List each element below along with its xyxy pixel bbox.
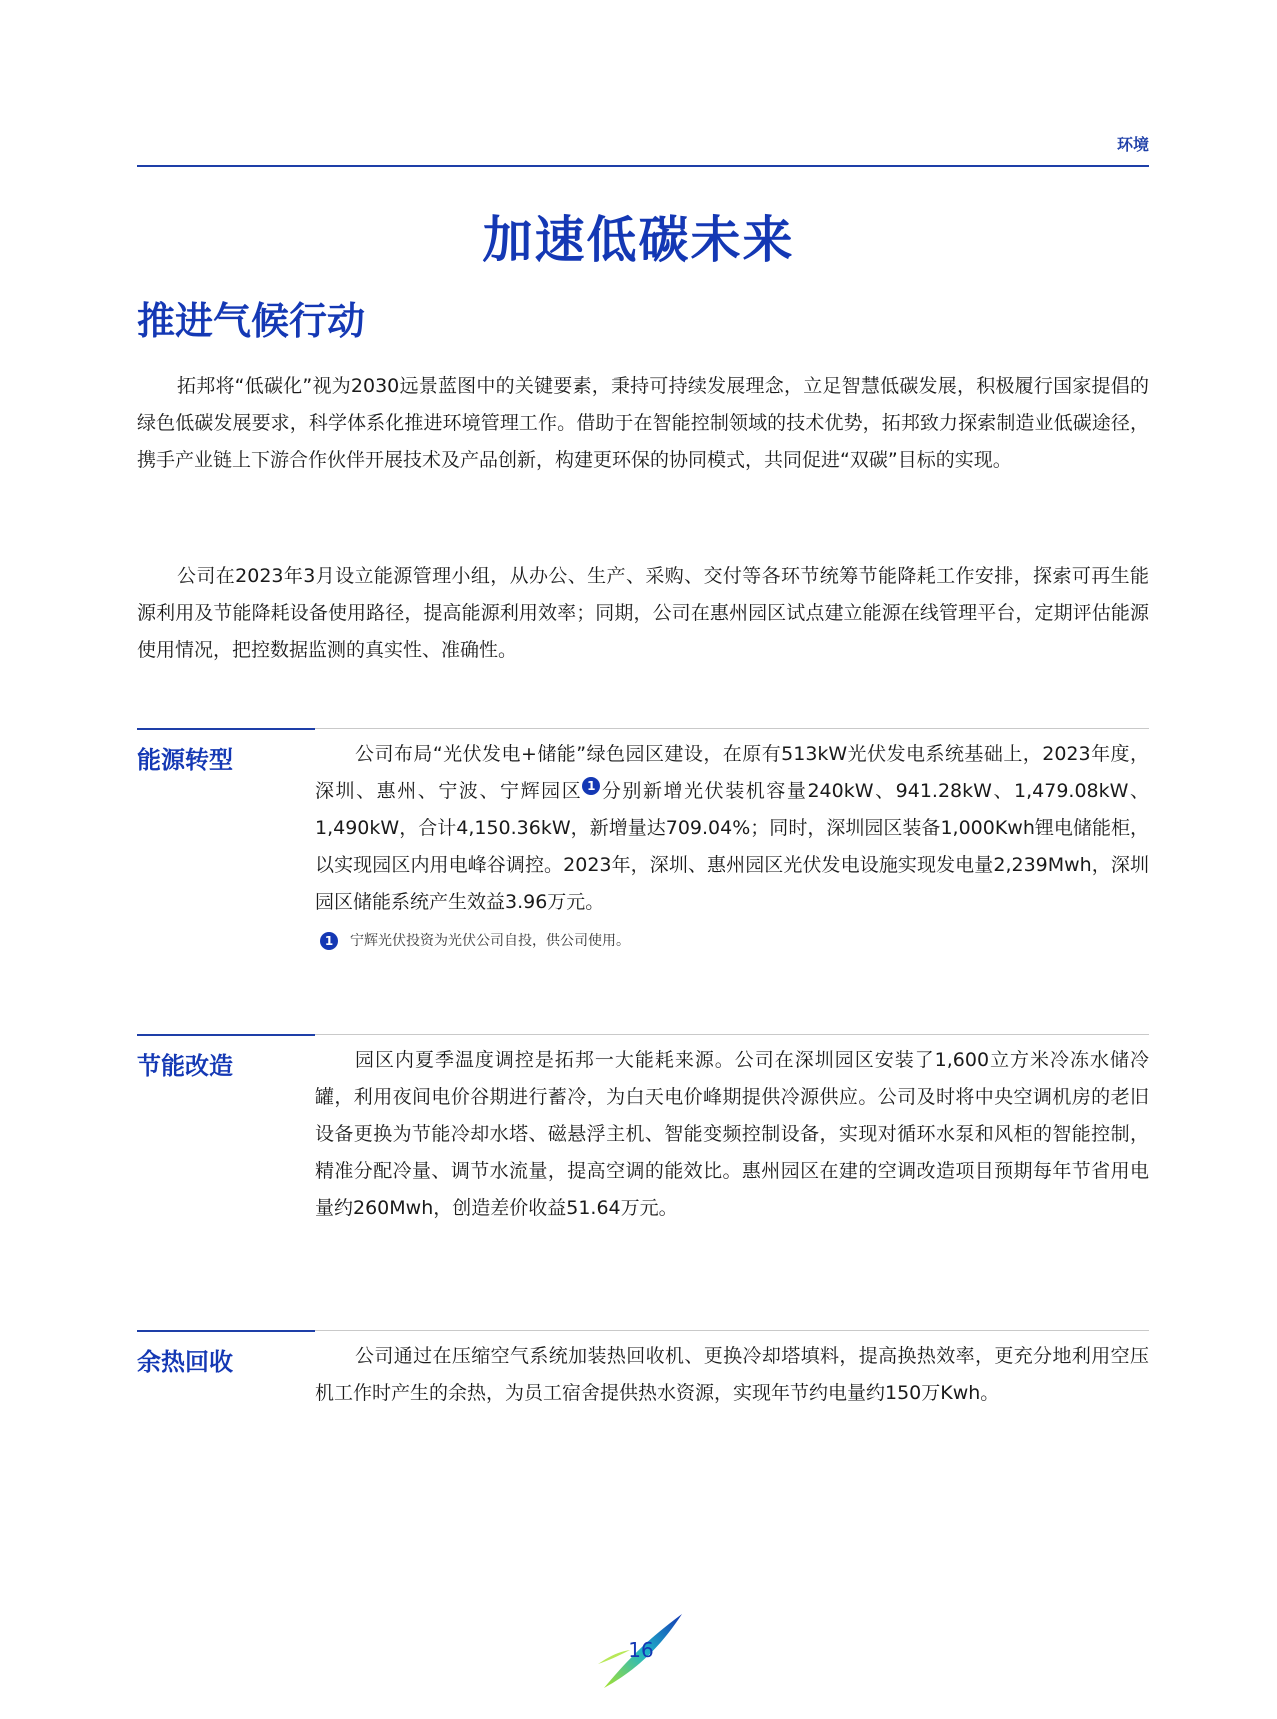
footnote-marker[interactable]: 1 (582, 777, 600, 795)
footnote (320, 930, 630, 950)
label-accent-rule (137, 1330, 315, 1332)
block-body (315, 736, 1149, 921)
section-tag: 环境 (1116, 135, 1149, 154)
label-accent-rule (137, 728, 315, 730)
block-divider (315, 1330, 1149, 1331)
page-number: 16 (628, 1638, 654, 1662)
block-body: 公司通过在压缩空气系统加装热回收机、更换冷却塔填料，提高换热效率，更充分地利用空压机工作时产生的余热，为员工宿舍提供热水资源，实现年节约电量约150万Kwh。 (315, 1345, 1149, 1404)
body-text: 公司布局“光伏发电+储能”绿色园区建设，在原有513kW光伏发电系统基础上，2023年度，深圳、惠州、宁波、宁辉园区 (315, 743, 1149, 802)
intro-paragraph: 公司在2023年3月设立能源管理小组，从办公、生产、采购、交付等各环节统筹节能降耗工作安排，探索可再生能源利用及节能降耗设备使用路径，提高能源利用效率；同期，公司在惠州园区试点建立能源在线管理平台，定期评估能源使用情况，把控数据监测的真实性、准确性。 (137, 565, 1149, 661)
block-divider (315, 728, 1149, 729)
block-divider (315, 1034, 1149, 1035)
footnote-number: 1 (320, 932, 338, 950)
block-body: 园区内夏季温度调控是拓邦一大能耗来源。公司在深圳园区安装了1,600立方米冷冻水储冷罐，利用夜间电价谷期进行蓄冷，为白天电价峰期提供冷源供应。公司及时将中央空调机房的老旧设备更换为节能冷却水塔、磁悬浮主机、智能变频控制设备，实现对循环水泵和风柜的智能控制，精准分配冷量、调节水流量，提高空调的能效比。惠州园区在建的空调改造项目预期每年节省用电量约260Mwh，创造差价收益51.64万元。 (315, 1049, 1149, 1219)
page-number-badge (596, 1612, 686, 1692)
page-title: 加速低碳未来 (482, 211, 795, 269)
block-label: 节能改造 (137, 1052, 233, 1080)
intro-paragraph: 拓邦将“低碳化”视为2030远景蓝图中的关键要素，秉持可持续发展理念，立足智慧低碳发展，积极履行国家提倡的绿色低碳发展要求，科学体系化推进环境管理工作。借助于在智能控制领域的技术优势，拓邦致力探索制造业低碳途径，携手产业链上下游合作伙伴开展技术及产品创新，构建更环保的协同模式，共同促进“双碳”目标的实现。 (137, 375, 1149, 471)
body-text: 分别新增光伏装机容量240kW、941.28kW、1,479.08kW、1,490kW，合计4,150.36kW，新增量达709.04%；同时，深圳园区装备1,000Kwh锂电储能柜，以实现园区内用电峰谷调控。2023年，深圳、惠州园区光伏发电设施实现发电量2,239Mwh，深圳园区储能系统产生效益3.96万元。 (315, 780, 1149, 913)
footnote-text: 宁辉光伏投资为光伏公司自投，供公司使用。 (350, 933, 630, 949)
label-accent-rule (137, 1034, 315, 1036)
section-title: 推进气候行动 (137, 299, 366, 343)
header-divider (137, 165, 1149, 167)
block-label: 余热回收 (137, 1348, 233, 1376)
block-label: 能源转型 (137, 746, 233, 774)
